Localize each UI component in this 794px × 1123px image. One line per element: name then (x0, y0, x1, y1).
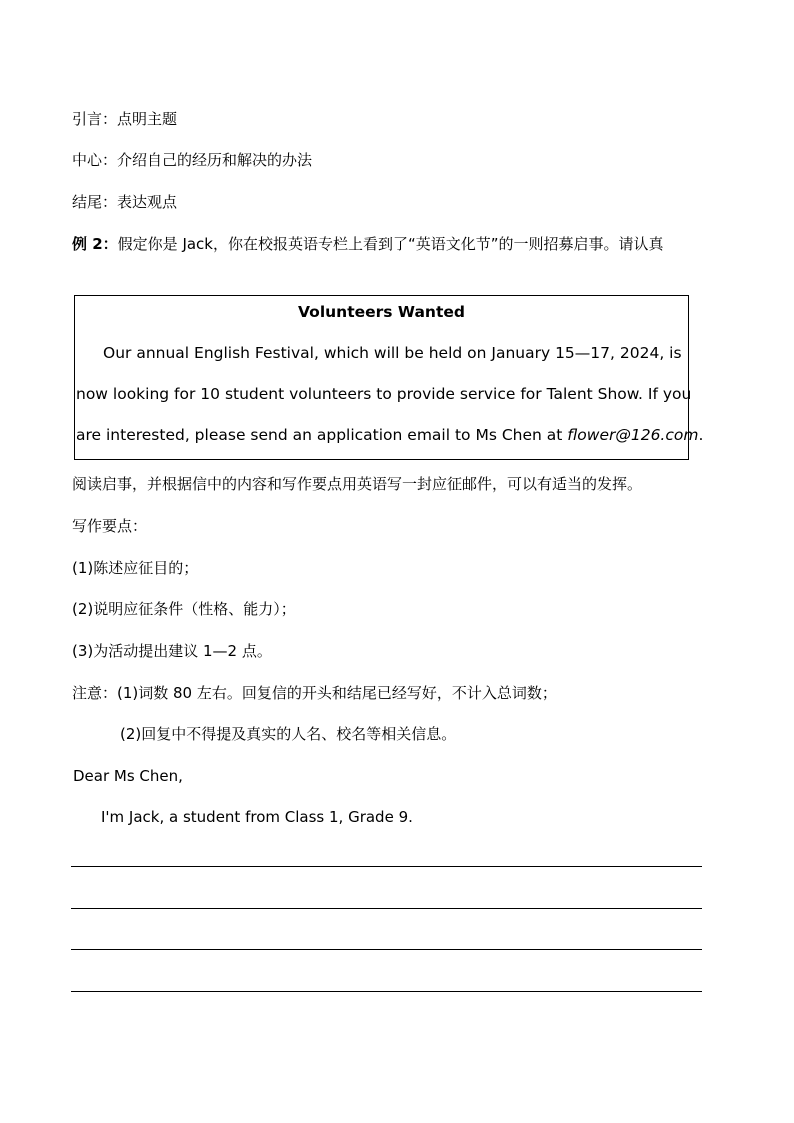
writing-line-1 (71, 866, 702, 867)
example-label: 例 2： (72, 235, 118, 253)
point-item-3: (3)为活动提出建议 1—2 点。 (72, 642, 272, 660)
writing-line-3 (71, 949, 702, 950)
notice-line-3 (76, 425, 704, 445)
writing-line-2 (71, 908, 702, 909)
outline-center: 中心：介绍自己的经历和解决的办法 (72, 151, 313, 169)
point-item-1: (1)陈述应征目的； (72, 559, 199, 577)
notice-line-3-text: are interested, please send an application email to Ms Chen at (76, 426, 563, 444)
note-1: 注意：(1)词数 80 左右。回复信的开头和结尾已经写好，不计入总词数； (72, 684, 557, 702)
notice-box (74, 295, 704, 460)
instruction-text: 阅读启事，并根据信中的内容和写作要点用英语写一封应征邮件，可以有适当的发挥。 (72, 475, 643, 493)
notice-period: . (698, 426, 704, 444)
note-2: (2)回复中不得提及真实的人名、校名等相关信息。 (120, 725, 457, 743)
point-item-2: (2)说明应征条件（性格、能力）； (72, 600, 296, 618)
outline-ending: 结尾：表达观点 (72, 193, 178, 211)
example-prompt (72, 234, 664, 254)
notice-title: Volunteers Wanted (298, 303, 465, 321)
writing-line-4 (71, 991, 702, 992)
notice-line-1: Our annual English Festival, which will be held on January 15—17, 2024, is (103, 344, 682, 362)
points-heading: 写作要点： (72, 517, 148, 535)
notice-email: flower@126.com (567, 426, 699, 444)
letter-opening: I'm Jack, a student from Class 1, Grade 9. (101, 808, 413, 826)
letter-greeting: Dear Ms Chen, (73, 767, 183, 785)
example-text: 假定你是 Jack，你在校报英语专栏上看到了“英语文化节”的一则招募启事。请认真 (117, 235, 664, 253)
notice-line-2: now looking for 10 student volunteers to provide service for Talent Show. If you (76, 385, 692, 403)
outline-intro: 引言：点明主题 (72, 110, 178, 128)
